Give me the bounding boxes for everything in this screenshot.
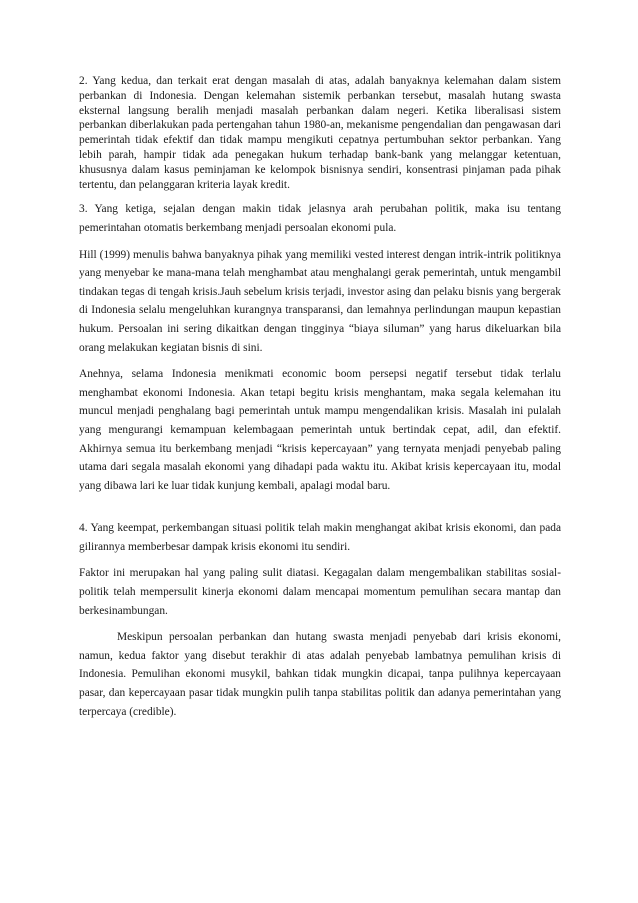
paragraph-political-situation: 4. Yang keempat, perkembangan situasi politik telah makin menghangat akibat krisis ekonomi, dan pada gilirannya memberbesar dampak krisis ekonomi itu sendiri. <box>79 522 561 553</box>
paragraph-political-direction: 3. Yang ketiga, sejalan dengan makin tidak jelasnya arah perubahan politik, maka isu tentang pemerintahan otomatis berkembang menjadi persoalan ekonomi pula. <box>79 203 561 234</box>
document-body <box>79 74 561 721</box>
paragraph-banking-weakness: 2. Yang kedua, dan terkait erat dengan masalah di atas, adalah banyaknya kelemahan dalam sistem perbankan di Indonesia. Dengan kelemahan sistemik perbankan tersebut, masalah hutang swasta eksternal langsung beralih menjadi masalah perbankan dalam negeri. Ketika liberalisasi sistem perbankan diberlakukan pada pertengahan tahun 1980-an, mekanisme pengendalian dan pengawasan dari pemerintah tidak efektif dan tidak mampu mengikuti cepatnya pertumbuhan sektor perbankan. Yang lebih parah, hampir tidak ada penegakan hukum terhadap bank-bank yang melanggar ketentuan, khususnya dalam kasus peminjaman ke kelompok bisnisnya sendiri, konsentrasi pinjaman pada pihak tertentu, dan pelanggaran kriteria layak kredit. <box>79 75 561 191</box>
paragraph-hardest-factor: Faktor ini merupakan hal yang paling sulit diatasi. Kegagalan dalam mengembalikan stabilitas sosial-politik telah mempersulit kinerja ekonomi dalam mencapai momentum pemulihan secara mantap dan berkesinambungan. <box>79 567 561 617</box>
paragraph-conclusion: Meskipun persoalan perbankan dan hutang swasta menjadi penyebab dari krisis ekonomi, namun, kedua faktor yang disebut terakhir di atas adalah penyebab lambatnya pemulihan krisis di Indonesia. Pemulihan ekonomi musykil, bahkan tidak mungkin dicapai, tanpa pulihnya kepercayaan pasar, dan kepercayaan pasar tidak mungkin pulih tanpa stabilitas politik dan adanya pemerintahan yang terpercaya (credible). <box>79 631 561 718</box>
paragraph-hill-1999: Hill (1999) menulis bahwa banyaknya pihak yang memiliki vested interest dengan intrik-intrik politiknya yang menyebar ke mana-mana telah menghambat atau menghalangi gerak pemerintah, untuk mengambil tindakan tegas di tengah krisis.Jauh sebelum krisis terjadi, investor asing dan pelaku bisnis yang bergerak di Indonesia selalu mengeluhkan kurangnya transparansi, dan lemahnya perlindungan maupun kepastian hukum. Persoalan ini sering dikaitkan dengan tingginya “biaya siluman” yang harus dikeluarkan bila orang melakukan kegiatan bisnis di sini. <box>79 248 561 354</box>
paragraph-trust-crisis: Anehnya, selama Indonesia menikmati economic boom persepsi negatif tersebut tidak terlalu menghambat ekonomi Indonesia. Akan tetapi begitu krisis menghantam, maka segala kelemahan itu muncul menjadi penghalang bagi pemerintah untuk mampu mengendalikan krisis. Masalah ini pulalah yang mengurangi kemampuan kelembagaan pemerintah untuk bertindak cepat, adil, dan efektif. Akhirnya semua itu berkembang menjadi “krisis kepercayaan” yang ternyata menjadi penyebab paling utama dari segala masalah ekonomi yang dihadapi pada waktu itu. Akibat krisis kepercayaan itu, modal yang dibawa lari ke luar tidak kunjung kembali, apalagi modal baru. <box>79 368 561 492</box>
